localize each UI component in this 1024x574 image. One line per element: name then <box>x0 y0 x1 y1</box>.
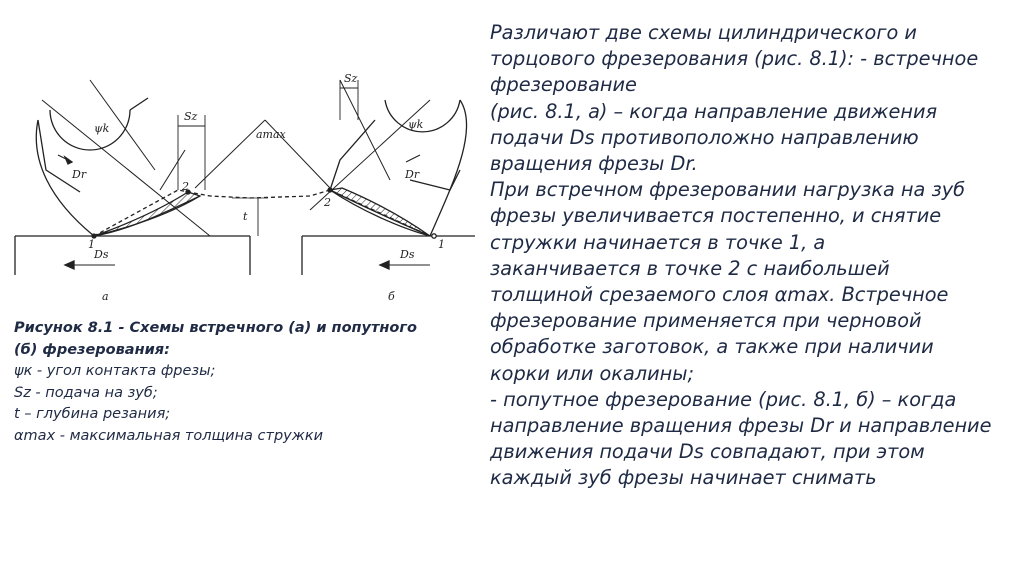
workpiece-left <box>15 190 250 275</box>
body-line: обработке заготовок, а также при наличии <box>490 335 934 359</box>
label-ds-left: Ds <box>94 248 109 261</box>
label-amax: amax <box>256 128 286 141</box>
label-point-2-right: 2 <box>324 196 331 209</box>
body-line: подачи Ds противоположно направлению <box>490 125 919 149</box>
caption-amax: αmax - максимальная толщина стружки <box>14 427 324 444</box>
body-line: корки или окалины; <box>490 361 694 385</box>
cutter-right <box>265 80 467 236</box>
figure-caption <box>14 318 474 447</box>
body-line: направление вращения фрезы Dr и направление <box>490 414 992 438</box>
label-point-2-left: 2 <box>182 180 189 193</box>
caption-psi: ψк - угол контакта фрезы; <box>14 363 216 379</box>
label-t: t <box>243 210 248 223</box>
body-line: каждый зуб фрезы начинает снимать <box>490 466 877 490</box>
label-sz-left: Sz <box>184 110 198 123</box>
body-line: заканчивается в точке 2 с наибольшей <box>490 256 890 280</box>
body-line: Различают две схемы цилиндрического и <box>490 21 917 44</box>
caption-t: t – глубина резания; <box>14 406 171 422</box>
label-point-1-right: 1 <box>438 238 445 251</box>
label-psi-left: ψk <box>94 122 110 135</box>
label-sz-right: Sz <box>344 72 358 85</box>
label-sub-b: б <box>388 290 395 303</box>
label-sub-a: а <box>102 290 109 303</box>
label-psi-right: ψk <box>408 118 424 131</box>
caption-sz: Sz - подача на зуб; <box>14 384 158 401</box>
caption-title-line-2: (б) фрезерования: <box>14 341 170 358</box>
milling-diagram <box>10 60 480 310</box>
body-line: торцового фрезерования (рис. 8.1): - встречное <box>490 47 979 71</box>
body-line: вращения фрезы Dr. <box>490 152 698 176</box>
body-line: При встречном фрезеровании нагрузка на зуб <box>490 178 966 202</box>
label-point-1-left: 1 <box>88 238 95 251</box>
body-line: движения подачи Ds совпадают, при этом <box>490 440 925 464</box>
label-ds-right: Ds <box>400 248 415 261</box>
body-line: - попутное фрезерование (рис. 8.1, б) – когда <box>490 387 957 411</box>
body-text <box>490 20 1015 492</box>
body-line: фрезы увеличивается постепенно, и снятие <box>490 204 942 228</box>
body-line: фрезерование применяется при черновой <box>490 309 922 333</box>
body-line: (рис. 8.1, а) – когда направление движения <box>490 99 938 123</box>
chip-left <box>94 192 200 236</box>
milling-schemes-figure <box>10 60 480 310</box>
label-dr-right: Dr <box>405 168 420 181</box>
body-line: стружки начинается в точке 1, а <box>490 230 826 254</box>
caption-title-line-1: Рисунок 8.1 - Схемы встречного (а) и попутного <box>14 320 417 336</box>
chip-right <box>330 188 430 236</box>
body-line: толщиной срезаемого слоя αmax. Встречное <box>490 283 949 307</box>
body-line: фрезерование <box>490 73 637 97</box>
label-dr-left: Dr <box>72 168 87 181</box>
